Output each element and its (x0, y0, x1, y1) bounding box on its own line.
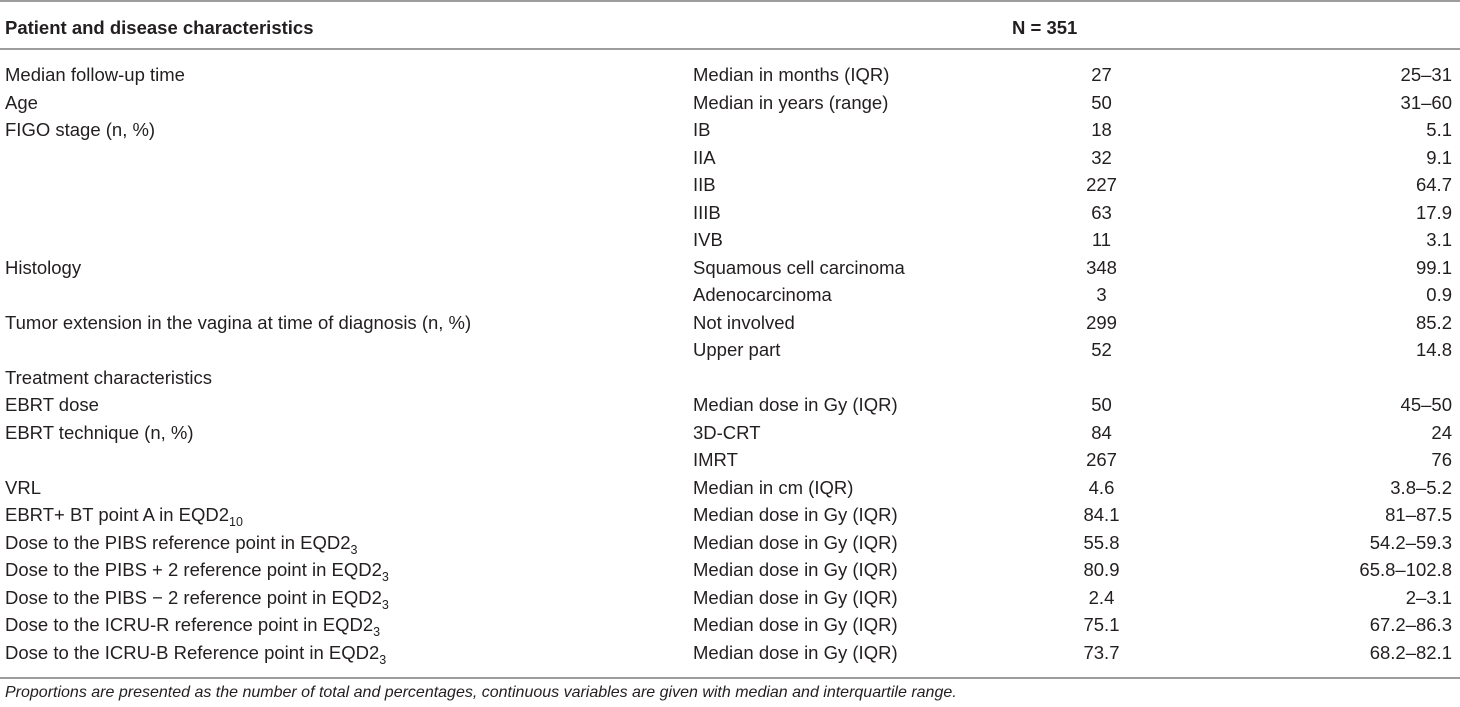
row-value-primary: 84 (1091, 421, 1112, 443)
table-row (0, 584, 1460, 612)
row-category: Median dose in Gy (IQR) (693, 504, 898, 525)
row-label (5, 89, 38, 117)
row-category: Not involved (693, 311, 795, 333)
row-category: IIA (693, 146, 716, 168)
row-category: IIB (693, 174, 716, 195)
row-label (5, 309, 471, 337)
row-value-secondary: 65.8–102.8 (1359, 559, 1452, 580)
row-value-secondary: 14.8 (1415, 339, 1452, 360)
row-value-secondary: 81–87.5 (1385, 504, 1452, 525)
row-label-subscript: 3 (381, 597, 389, 612)
row-label-text: Histology (5, 256, 82, 278)
row-value-secondary: 31–60 (1400, 91, 1452, 113)
row-value-primary: 55.8 (1083, 531, 1120, 553)
row-category: Median dose in Gy (IQR) (693, 641, 898, 663)
table-row (0, 419, 1460, 447)
row-value-secondary: 9.1 (1426, 146, 1452, 168)
row-label (5, 639, 386, 670)
row-label (5, 419, 194, 447)
row-label-text: Dose to the PIBS reference point in EQD2 (5, 531, 351, 553)
row-category: Median dose in Gy (IQR) (693, 394, 898, 415)
table-header-rule (0, 48, 1460, 50)
row-label-text: FIGO stage (n, %) (5, 119, 156, 140)
row-value-primary: 299 (1086, 311, 1117, 333)
row-category: Upper part (693, 339, 781, 360)
table-row (0, 336, 1460, 364)
row-label (5, 556, 389, 587)
row-label-text: EBRT dose (5, 394, 99, 415)
table-row (0, 529, 1460, 557)
row-value-secondary: 25–31 (1400, 64, 1452, 85)
row-value-secondary: 64.7 (1415, 174, 1452, 195)
row-label (5, 474, 41, 502)
row-label (5, 364, 212, 392)
row-value-secondary: 5.1 (1426, 119, 1452, 140)
table-row (0, 639, 1460, 667)
row-label-text: Dose to the ICRU-R reference point in EQD2 (5, 614, 374, 635)
row-label-text: Median follow-up time (5, 64, 185, 85)
table-row (0, 171, 1460, 199)
row-category: Median dose in Gy (IQR) (693, 531, 898, 553)
row-value-primary: 50 (1091, 91, 1112, 113)
row-label (5, 61, 185, 89)
table-row (0, 474, 1460, 502)
row-label-subscript: 3 (350, 542, 358, 557)
row-label-text: VRL (5, 476, 41, 498)
row-label-text: Dose to the PIBS + 2 reference point in EQD2 (5, 559, 382, 580)
row-value-secondary: 0.9 (1426, 284, 1452, 305)
table-bottom-rule (0, 677, 1460, 679)
row-category: IMRT (693, 449, 738, 470)
row-value-primary: 2.4 (1088, 586, 1115, 608)
row-category: Squamous cell carcinoma (693, 256, 905, 278)
row-category: Median dose in Gy (IQR) (693, 559, 898, 580)
row-value-primary: 348 (1086, 256, 1117, 278)
row-value-primary: 227 (1086, 174, 1117, 195)
row-value-primary: 267 (1086, 449, 1117, 470)
row-value-primary: 27 (1091, 64, 1112, 85)
row-value-secondary: 3.8–5.2 (1390, 476, 1452, 498)
row-label (5, 611, 380, 642)
row-label-subscript: 3 (373, 625, 381, 639)
row-category: Median in cm (IQR) (693, 476, 854, 498)
table-row (0, 391, 1460, 419)
row-category: Median dose in Gy (IQR) (693, 586, 898, 608)
row-value-primary: 50 (1091, 394, 1112, 415)
row-value-primary: 80.9 (1083, 559, 1120, 580)
table-row (0, 364, 1460, 392)
row-value-secondary: 68.2–82.1 (1369, 641, 1452, 663)
row-value-secondary: 76 (1431, 449, 1452, 470)
row-value-primary: 18 (1091, 119, 1112, 140)
row-value-secondary: 99.1 (1415, 256, 1452, 278)
row-label-subscript: 10 (229, 515, 243, 529)
header-sample-size: N = 351 (1012, 17, 1078, 38)
row-category: IVB (693, 229, 723, 250)
row-label (5, 254, 81, 282)
table-row (0, 144, 1460, 172)
table-row (0, 89, 1460, 117)
row-label (5, 116, 155, 144)
row-label-text: Treatment characteristics (5, 366, 212, 388)
row-value-secondary: 2–3.1 (1405, 586, 1452, 608)
table-row (0, 501, 1460, 529)
row-value-primary: 3 (1096, 284, 1107, 305)
table-row (0, 199, 1460, 227)
table-row (0, 116, 1460, 144)
header-characteristics: Patient and disease characteristics (5, 17, 314, 38)
row-value-primary: 75.1 (1083, 614, 1120, 635)
row-label-text: Dose to the ICRU-B Reference point in EQD2 (5, 641, 380, 663)
row-value-primary: 32 (1091, 146, 1112, 168)
table-row (0, 226, 1460, 254)
row-category: Median in years (range) (693, 91, 889, 113)
table-row (0, 556, 1460, 584)
row-value-secondary: 17.9 (1415, 201, 1452, 223)
row-value-primary: 73.7 (1083, 641, 1120, 663)
row-value-primary: 4.6 (1088, 476, 1115, 498)
row-value-secondary: 54.2–59.3 (1369, 531, 1452, 553)
table-row (0, 611, 1460, 639)
row-label (5, 501, 243, 532)
table-row (0, 446, 1460, 474)
row-category: IIIB (693, 201, 721, 223)
row-value-primary: 84.1 (1083, 504, 1120, 525)
row-category: Median dose in Gy (IQR) (693, 614, 898, 635)
row-value-secondary: 45–50 (1400, 394, 1452, 415)
row-value-primary: 11 (1091, 229, 1112, 250)
table-footnote: Proportions are presented as the number of total and percentages, continuous variables are given with median and interquartile range. (5, 684, 957, 701)
row-value-primary: 52 (1091, 339, 1112, 360)
table-row (0, 61, 1460, 89)
row-label-text: Tumor extension in the vagina at time of diagnosis (n, %) (5, 311, 472, 333)
row-label-text: Dose to the PIBS − 2 reference point in EQD2 (5, 586, 382, 608)
table-row (0, 281, 1460, 309)
table-row (0, 254, 1460, 282)
row-label-text: EBRT technique (n, %) (5, 421, 194, 443)
row-label-text: EBRT+ BT point A in EQD2 (5, 504, 230, 525)
row-value-secondary: 24 (1431, 421, 1452, 443)
table-body (0, 61, 1460, 666)
row-label-subscript: 3 (381, 570, 389, 584)
row-category: Median in months (IQR) (693, 64, 890, 85)
row-value-primary: 63 (1091, 201, 1112, 223)
row-value-secondary: 3.1 (1426, 229, 1452, 250)
row-category: Adenocarcinoma (693, 284, 832, 305)
row-label-text: Age (5, 91, 38, 113)
row-label (5, 529, 357, 560)
row-label (5, 584, 389, 615)
row-label-subscript: 3 (379, 652, 387, 667)
row-label (5, 391, 99, 419)
row-value-secondary: 67.2–86.3 (1369, 614, 1452, 635)
table-row (0, 309, 1460, 337)
row-category: 3D-CRT (693, 421, 761, 443)
row-value-secondary: 85.2 (1415, 311, 1452, 333)
row-category: IB (693, 119, 711, 140)
